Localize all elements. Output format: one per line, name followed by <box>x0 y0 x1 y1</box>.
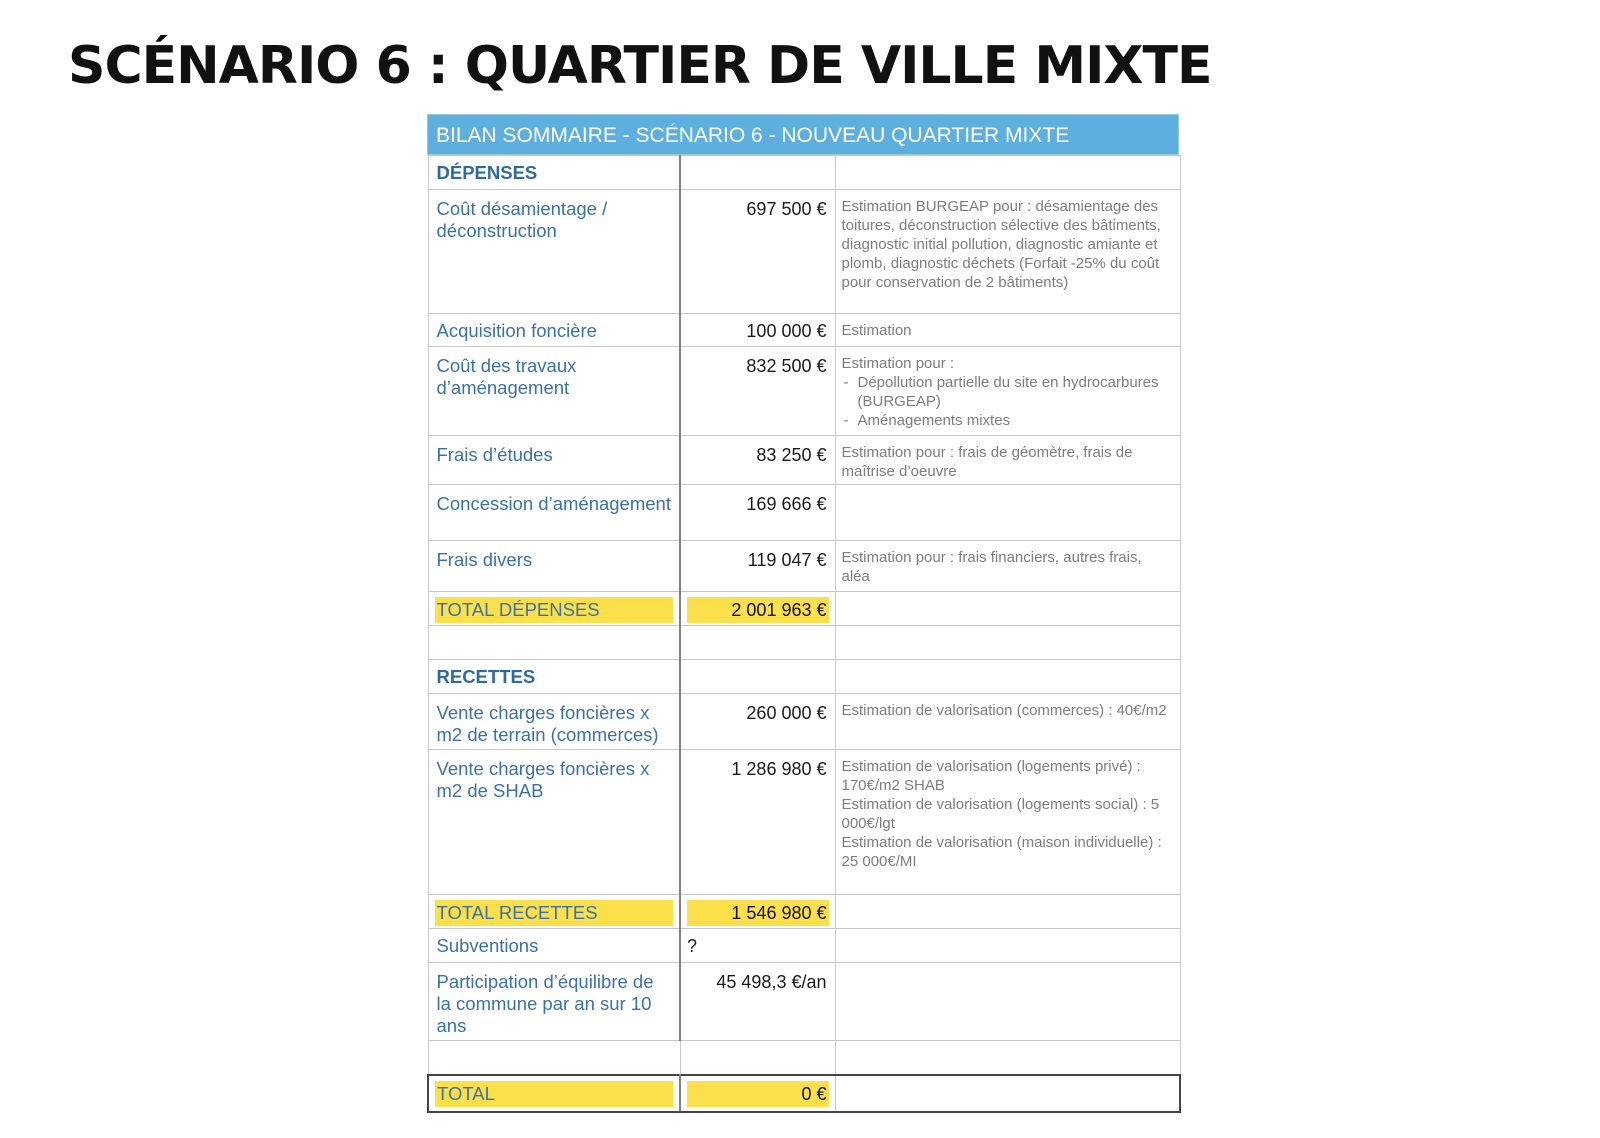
section-label-depenses: DÉPENSES <box>436 162 538 183</box>
table-row <box>428 485 1180 541</box>
table-row <box>428 314 1180 347</box>
total-label: TOTAL RECETTES <box>435 900 674 926</box>
table-header: BILAN SOMMAIRE - SCÉNARIO 6 - NOUVEAU QUARTIER MIXTE <box>427 114 1179 155</box>
row-label: Frais d’études <box>436 444 553 465</box>
table-row <box>428 190 1180 314</box>
note-line: 25 000€/MI <box>841 853 917 870</box>
total-label: TOTAL DÉPENSES <box>435 597 674 623</box>
table-row <box>428 436 1180 485</box>
bilan-grid <box>427 155 1181 1113</box>
total-row-final <box>428 1075 1180 1112</box>
note-line: Estimation de valorisation (logements privé) : 170€/m2 SHAB <box>841 758 1141 794</box>
total-value: 0 € <box>687 1081 829 1107</box>
total-value: 2 001 963 € <box>687 597 829 623</box>
row-value: 1 286 980 € <box>731 759 827 779</box>
row-value: 83 250 € <box>756 445 827 465</box>
row-note <box>836 347 1180 430</box>
row-label: Vente charges foncières x m2 de terrain (commerces) <box>436 702 659 745</box>
total-row-depenses <box>428 592 1180 626</box>
row-label: Acquisition foncière <box>436 320 597 341</box>
note-line: Estimation de valorisation (maison individuelle) : <box>841 834 1162 851</box>
row-value: 45 498,3 €/an <box>716 972 827 992</box>
row-value: ? <box>687 936 698 956</box>
subventions-row <box>428 929 1180 963</box>
row-note: Estimation de valorisation (commerces) : 40€/m2 <box>841 702 1167 719</box>
total-label: TOTAL <box>435 1081 673 1107</box>
table-row <box>428 750 1180 895</box>
row-label: Coût désamientage / déconstruction <box>436 198 608 241</box>
row-label: Subventions <box>436 935 539 956</box>
table-row <box>428 541 1180 592</box>
row-label: Vente charges foncières x m2 de SHAB <box>436 758 650 801</box>
table-row <box>428 347 1180 436</box>
row-note: Estimation <box>841 322 912 339</box>
bilan-table <box>427 114 1179 1113</box>
row-label: Coût des travaux d’aménagement <box>436 355 577 398</box>
note-intro: Estimation pour : <box>841 355 955 372</box>
note-item: - Dépollution partielle du site en hydrocarbures (BURGEAP) <box>858 373 1174 411</box>
spacer-row <box>428 626 1180 660</box>
row-note <box>836 750 1180 871</box>
row-note: Estimation pour : frais financiers, autres frais, aléa <box>841 549 1142 585</box>
row-note <box>836 485 1180 492</box>
total-row-recettes <box>428 895 1180 929</box>
row-value: 832 500 € <box>746 356 827 376</box>
page-title: SCÉNARIO 6 : QUARTIER DE VILLE MIXTE <box>68 36 1212 96</box>
row-value: 119 047 € <box>747 550 827 570</box>
row-label: Concession d’aménagement <box>436 493 671 514</box>
note-line: Estimation de valorisation (logements social) : 5 000€/lgt <box>841 796 1160 832</box>
section-label-recettes: RECETTES <box>436 666 536 687</box>
row-label: Participation d’équilibre de la commune par an sur 10 ans <box>436 971 654 1036</box>
row-value: 100 000 € <box>746 321 827 341</box>
participation-row <box>428 963 1180 1041</box>
row-note: Estimation pour : frais de géomètre, frais de maîtrise d’oeuvre <box>841 444 1133 480</box>
table-row <box>428 694 1180 750</box>
row-label: Frais divers <box>436 549 533 570</box>
row-value: 697 500 € <box>746 199 827 219</box>
note-item: - Aménagements mixtes <box>858 411 1174 430</box>
spacer-row <box>428 1041 1180 1075</box>
section-recettes <box>428 660 1180 694</box>
total-value: 1 546 980 € <box>687 900 829 926</box>
section-depenses <box>428 156 1180 190</box>
row-note: Estimation BURGEAP pour : désamientage des toitures, déconstruction sélective des bâtiments, diagnostic initial pollution, diagnostic amiante et plomb, diagnostic déchets (Forfait -25% du coût pour conservation de 2 bâtiments) <box>841 198 1161 291</box>
row-value: 260 000 € <box>746 703 827 723</box>
note-list <box>842 373 1174 430</box>
row-value: 169 666 € <box>746 494 827 514</box>
